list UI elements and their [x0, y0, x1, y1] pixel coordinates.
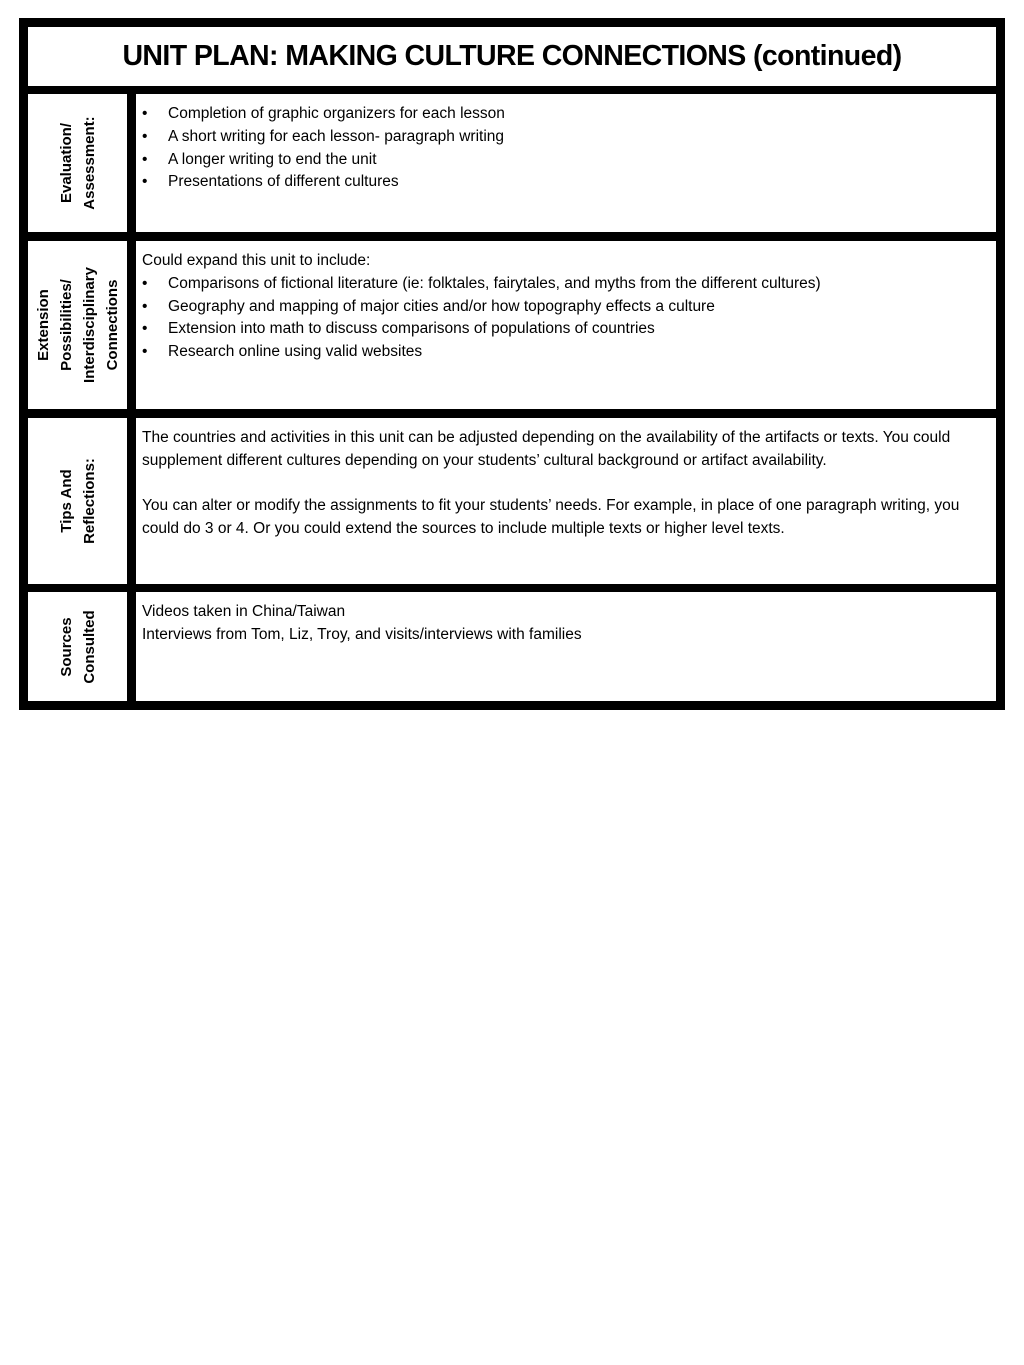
- list-item: [142, 126, 984, 149]
- sources-label-cell: [28, 592, 127, 701]
- title-bar: [28, 27, 996, 86]
- tips-label-cell: [28, 418, 127, 584]
- extension-list: [142, 273, 984, 364]
- bullet-icon: •: [142, 127, 148, 145]
- label-line: Sources: [57, 616, 75, 677]
- bullet-icon: •: [142, 343, 148, 360]
- label-line: Interdisciplinary: [80, 267, 98, 383]
- label-line: Possibilities/: [57, 279, 75, 371]
- tips-content: [136, 418, 996, 584]
- evaluation-label: [55, 116, 101, 209]
- sources-content: [136, 592, 996, 701]
- list-item-text: Presentations of different cultures: [168, 173, 399, 191]
- list-item: [142, 273, 984, 296]
- list-item-text: Extension into math to discuss comparisons of populations of countries: [168, 320, 655, 338]
- label-line: Evaluation/: [57, 122, 75, 204]
- list-item: [142, 171, 984, 194]
- list-item-text: A short writing for each lesson- paragraph writing: [168, 127, 504, 145]
- extension-label-cell: [28, 241, 127, 409]
- label-line: Consulted: [80, 609, 98, 684]
- bullet-icon: •: [142, 320, 148, 338]
- extension-label: [32, 267, 124, 383]
- paragraph-spacer: [142, 473, 984, 496]
- list-item-text: Research online using valid websites: [168, 343, 423, 360]
- list-item: [142, 103, 984, 126]
- bullet-icon: •: [142, 173, 148, 191]
- bullet-icon: •: [142, 105, 148, 122]
- tips-paragraph: You can alter or modify the assignments to fit your students’ needs. For example, in place of one paragraph writing, you could do 3 or 4. Or you could extend the sources to include multiple texts or higher level texts.: [142, 497, 960, 537]
- list-item: [142, 149, 984, 172]
- bullet-icon: •: [142, 150, 148, 168]
- sources-line: Videos taken in China/Taiwan: [142, 603, 346, 620]
- extension-content: [136, 241, 996, 409]
- label-line: Assessment:: [80, 116, 98, 210]
- extension-intro: Could expand this unit to include:: [142, 252, 371, 269]
- evaluation-list: [142, 103, 984, 194]
- label-line: Extension: [34, 289, 52, 361]
- list-item: [142, 341, 984, 364]
- bullet-icon: •: [142, 297, 148, 315]
- sources-line: Interviews from Tom, Liz, Troy, and visits/interviews with families: [142, 625, 582, 643]
- evaluation-content: [136, 94, 996, 232]
- tips-paragraph: The countries and activities in this unit can be adjusted depending on the availability of the artifacts or texts. You could supplement different cultures depending on your students’ cultural background or artifact availability.: [142, 429, 951, 469]
- list-item-text: Comparisons of fictional literature (ie: folktales, fairytales, and myths from the different cultures): [168, 274, 821, 292]
- list-item-text: A longer writing to end the unit: [168, 150, 377, 168]
- label-line: Reflections:: [80, 458, 98, 544]
- sources-label: [55, 610, 101, 683]
- tips-label: [55, 458, 101, 544]
- list-item: [142, 296, 984, 319]
- label-line: Tips And: [57, 469, 75, 533]
- label-line: Connections: [103, 279, 121, 371]
- evaluation-label-cell: [28, 94, 127, 232]
- unit-plan-table: [19, 18, 1005, 710]
- list-item: [142, 318, 984, 341]
- list-item-text: Geography and mapping of major cities and/or how topography effects a culture: [168, 297, 715, 315]
- list-item-text: Completion of graphic organizers for each lesson: [168, 105, 505, 122]
- page-title: UNIT PLAN: MAKING CULTURE CONNECTIONS (continued): [122, 40, 902, 72]
- bullet-icon: •: [142, 274, 148, 292]
